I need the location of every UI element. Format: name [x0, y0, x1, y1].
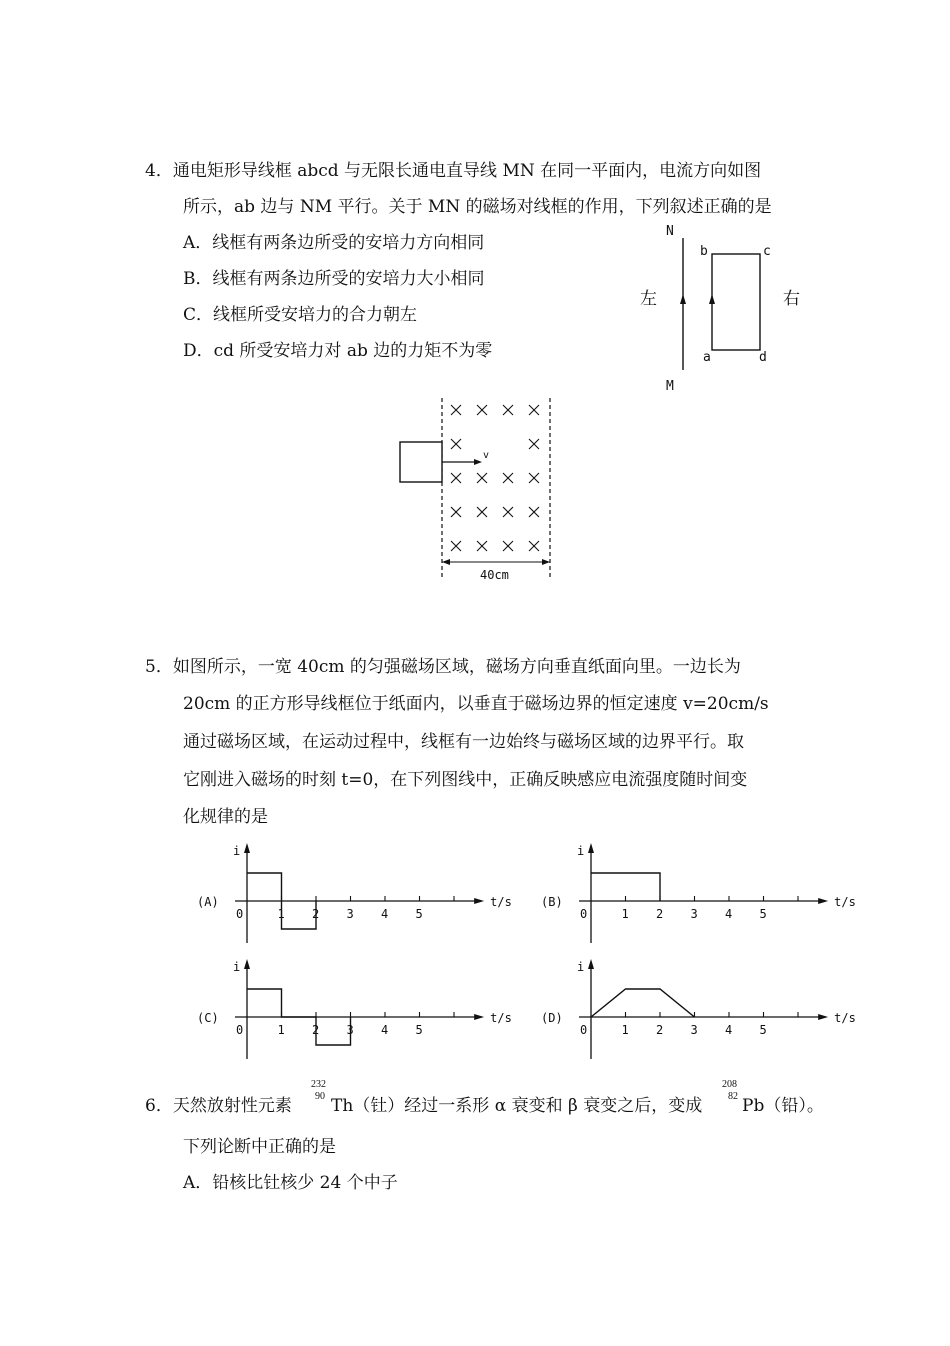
x-axis-arrow: [474, 1014, 484, 1020]
x-axis-arrow: [818, 898, 828, 904]
label-m: M: [666, 379, 674, 394]
field-cross: [503, 405, 513, 415]
x-axis-arrow: [474, 898, 484, 904]
loop-current-arrow: [709, 294, 715, 304]
origin-label: 0: [580, 1023, 588, 1037]
field-cross: [451, 507, 461, 517]
dimension-arrow-right: [542, 559, 550, 565]
label-a: a: [703, 350, 711, 365]
wire-current-arrow: [680, 294, 686, 304]
field-cross: [529, 439, 539, 449]
q5-line5: 化规律的是: [183, 807, 268, 827]
y-axis-label: i: [233, 844, 241, 858]
q4-option-a: A．线框有两条边所受的安培力方向相同: [183, 233, 485, 253]
x-axis-label: t/s: [834, 895, 856, 909]
x-tick-label: 4: [725, 907, 733, 921]
origin-label: 0: [580, 907, 588, 921]
field-cross: [477, 541, 487, 551]
x-tick-label: 4: [381, 907, 389, 921]
field-cross: [503, 473, 513, 483]
y-axis-arrow: [244, 959, 250, 969]
x-tick-label: 1: [621, 1023, 629, 1037]
field-cross: [451, 541, 461, 551]
label-n: N: [666, 224, 674, 239]
current-curve: [591, 989, 695, 1017]
magnetic-field-figure: [396, 394, 586, 594]
field-cross: [451, 439, 461, 449]
origin-label: 0: [236, 1023, 244, 1037]
graph-panel: [197, 959, 512, 1059]
loop-abcd: [712, 254, 760, 350]
field-cross: [503, 541, 513, 551]
width-label: 40cm: [480, 568, 509, 582]
q5-line3: 通过磁场区域，在运动过程中，线框有一边始终与磁场区域的边界平行。取: [183, 732, 744, 752]
q6-option-a: A．铅核比钍核少 24 个中子: [183, 1173, 398, 1193]
graph-option-label: (B): [541, 895, 563, 909]
x-tick-label: 3: [346, 1023, 354, 1037]
label-b: b: [700, 244, 708, 259]
q6-th-text: Th（钍）经过一系形 α 衰变和 β 衰变之后，变成: [331, 1096, 703, 1116]
field-cross: [477, 507, 487, 517]
dimension-arrow-left: [442, 559, 450, 565]
x-tick-label: 3: [690, 1023, 698, 1037]
origin-label: 0: [236, 907, 244, 921]
label-left: 左: [640, 289, 657, 309]
x-tick-label: 5: [415, 1023, 423, 1037]
field-cross: [529, 473, 539, 483]
label-d: d: [759, 350, 767, 365]
x-tick-label: 2: [312, 1023, 320, 1037]
graph-panel: [541, 959, 856, 1059]
y-axis-label: i: [577, 960, 585, 974]
y-axis-arrow: [588, 959, 594, 969]
label-c: c: [763, 244, 771, 259]
pb-atomic-number: 82: [728, 1091, 738, 1102]
graph-option-label: (A): [197, 895, 219, 909]
x-tick-label: 2: [312, 907, 320, 921]
graph-panel: [541, 843, 856, 943]
x-tick-label: 2: [656, 1023, 664, 1037]
square-loop: [400, 442, 442, 482]
field-cross: [529, 405, 539, 415]
graph-option-label: (C): [197, 1011, 219, 1025]
q4-line2: 所示，ab 边与 NM 平行。关于 MN 的磁场对线框的作用，下列叙述正确的是: [183, 197, 772, 217]
q4-option-d: D．cd 所受安培力对 ab 边的力矩不为零: [183, 341, 493, 361]
y-axis-label: i: [577, 844, 585, 858]
q6-prefix: 6．天然放射性元素: [145, 1096, 292, 1116]
field-cross: [477, 473, 487, 483]
th-mass-number: 232: [311, 1079, 326, 1090]
q4-option-c: C．线框所受安培力的合力朝左: [183, 305, 418, 325]
y-axis-arrow: [588, 843, 594, 853]
x-tick-label: 1: [277, 907, 285, 921]
q5-line4: 它刚进入磁场的时刻 t=0，在下列图线中，正确反映感应电流强度随时间变: [183, 770, 748, 790]
q5-line1: 5．如图所示，一宽 40cm 的匀强磁场区域，磁场方向垂直纸面向里。一边长为: [145, 657, 741, 677]
q6-line2: 下列论断中正确的是: [183, 1137, 336, 1157]
q4-option-b: B．线框有两条边所受的安培力大小相同: [183, 269, 485, 289]
x-tick-label: 4: [381, 1023, 389, 1037]
x-axis-label: t/s: [834, 1011, 856, 1025]
x-tick-label: 4: [725, 1023, 733, 1037]
velocity-arrowhead: [474, 459, 482, 465]
x-tick-label: 5: [759, 1023, 767, 1037]
y-axis-arrow: [244, 843, 250, 853]
field-cross: [451, 405, 461, 415]
graph-option-label: (D): [541, 1011, 563, 1025]
label-right: 右: [783, 289, 800, 309]
y-axis-label: i: [233, 960, 241, 974]
field-cross: [451, 473, 461, 483]
velocity-label: v: [483, 450, 490, 461]
graph-panel: [197, 843, 512, 943]
field-cross: [477, 405, 487, 415]
x-tick-label: 2: [656, 907, 664, 921]
x-tick-label: 5: [415, 907, 423, 921]
field-cross: [529, 541, 539, 551]
x-tick-label: 3: [346, 907, 354, 921]
pb-mass-number: 208: [722, 1079, 737, 1090]
x-axis-label: t/s: [490, 895, 512, 909]
current-time-graphs: [190, 838, 890, 1068]
field-crosses: [451, 405, 539, 551]
q4-wire-loop-figure: [630, 218, 810, 398]
q4-line1: 4．通电矩形导线框 abcd 与无限长通电直导线 MN 在同一平面内，电流方向如图: [145, 161, 762, 181]
x-tick-label: 1: [621, 907, 629, 921]
field-cross: [529, 507, 539, 517]
x-tick-label: 1: [277, 1023, 285, 1037]
x-tick-label: 3: [690, 907, 698, 921]
x-tick-label: 5: [759, 907, 767, 921]
x-axis-label: t/s: [490, 1011, 512, 1025]
q5-line2: 20cm 的正方形导线框位于纸面内，以垂直于磁场边界的恒定速度 v=20cm/s: [183, 694, 769, 714]
x-axis-arrow: [818, 1014, 828, 1020]
q6-pb-text: Pb（铅）。: [742, 1096, 824, 1116]
th-atomic-number: 90: [315, 1091, 325, 1102]
field-cross: [503, 507, 513, 517]
